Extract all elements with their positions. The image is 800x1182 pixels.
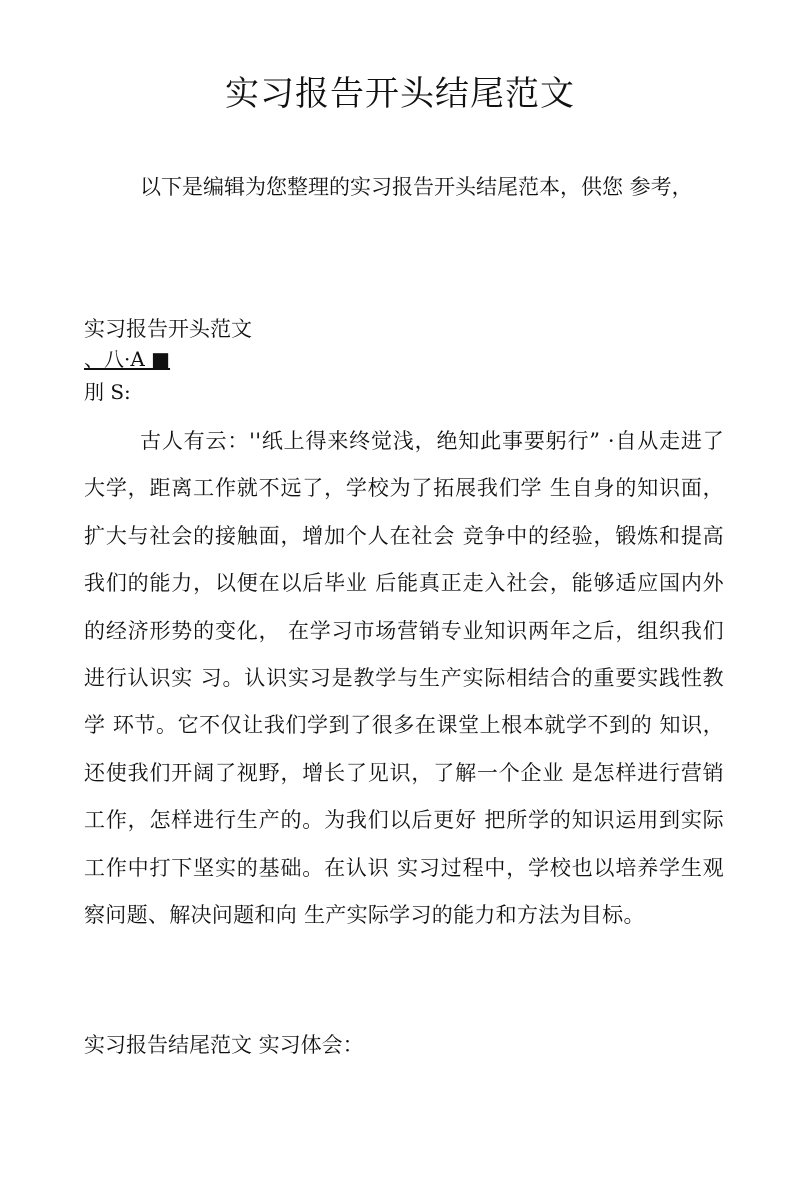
garbled-text-line: 、八·A ■ [84, 347, 171, 371]
document-title: 实习报告开头结尾范文 [225, 74, 575, 114]
opening-section-heading: 实习报告开头范文 [84, 317, 252, 341]
opening-body-paragraph: 古人有云：''纸上得来终觉浅，绝知此事要躬行” ·自从走进了大学，距离工作就不远了，学校为了拓展我们学 生自身的知识面，扩大与社会的接触面，增加个人在社会 竞争中的经验，锻炼和提高我们的能力，以便在以后毕业 后能真正走入社会，能够适应国内外的经济形势的变化， 在学习市场营销专业知识两年之后，组织我们进行认识实 习。认识实习是教学与生产实际相结合的重要实践性教学 环节。它不仅让我们学到了很多在课堂上根本就学不到的 知识，还使我们开阔了视野，增长了见识，了解一个企业 是怎样进行营销工作，怎样进行生产的。为我们以后更好 把所学的知识运用到实际工作中打下坚实的基础。在认识 实习过程中，学校也以培养学生观察问题、解决问题和向 生产实际学习的能力和方法为目标。 [84, 429, 724, 928]
intro-paragraph: 以下是编辑为您整理的实习报告开头结尾范本，供您 参考， [140, 175, 693, 199]
garbled-text-line-2: 刖 S: [84, 380, 131, 404]
ending-section-heading: 实习报告结尾范文 实习体会： [84, 1033, 364, 1057]
